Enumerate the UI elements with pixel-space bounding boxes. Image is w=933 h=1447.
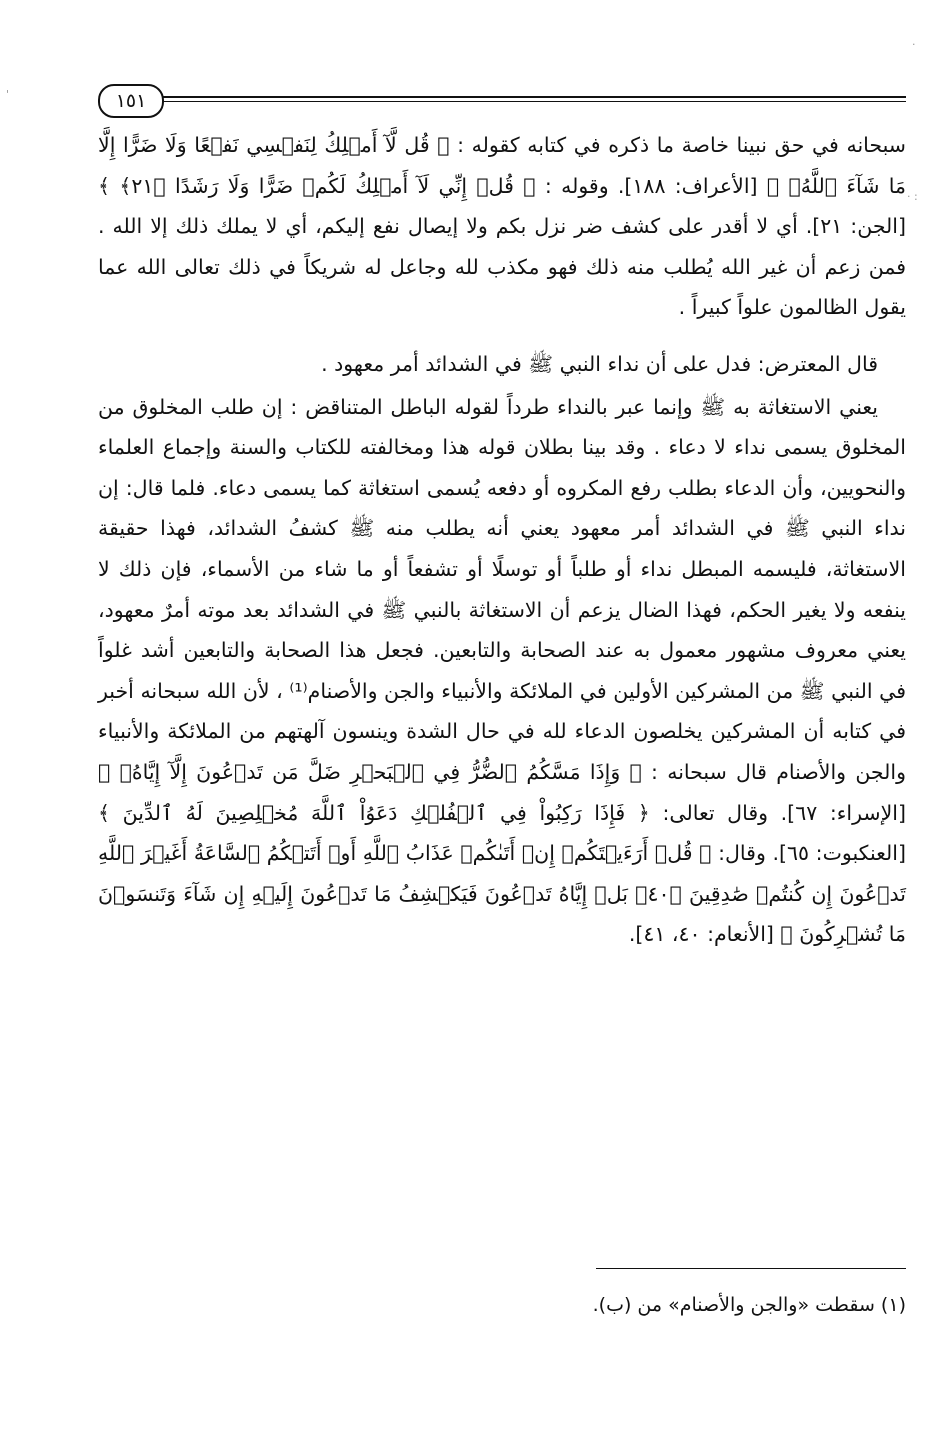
paragraph: يعني الاستغاثة به ﷺ وإنما عبر بالنداء طرداً لقوله الباطل المتناقض : إن طلب المخلوق من المخلوق يسمى نداء لا دعاء . وقد بينا بطلان قوله هذا ومخالفته للكتاب والسنة وإجماع العلماء والنحويين، وأن الدعاء بطلب رفع المكروه أو دفعه يُسمى استغاثة كما يسمى دعاء. فلما قال: إن نداء النبي ﷺ في الشدائد أمر معهود يعني أنه يطلب منه ﷺ كشفُ الشدائد، فهذا حقيقة الاستغاثة، فليسمه المبطل نداء أو طلباً أو توسلًا أو تشفعاً أو ما شاء من الأسماء، فإن ذلك لا ينفعه ولا يغير الحكم، فهذا الضال يزعم أن الاستغاثة بالنبي ﷺ في الشدائد بعد موته أمرٌ معهود، يعني معروف مشهور معمول به عند الصحابة والتابعين. فجعل هذا الصحابة والتابعين أشد غلواً في النبي ﷺ من المشركين الأولين في الملائكة والأنبياء والجن والأصنام⁽¹⁾ ، لأن الله سبحانه أخبر في كتابه أن المشركين يخلصون الدعاء لله في حال الشدة وينسون آلهتهم من الملائكة والأنبياء والجن والأصنام قال سبحانه : ﴿ وَإِذَا مَسَّكُمُ ٱلضُّرُّ فِي ٱلۡبَحۡرِ ضَلَّ مَن تَدۡعُونَ إِلَّآ إِيَّاهُۖ ﴾ [الإسراء: ٦٧]. وقال تعالى: ﴿ فَإِذَا رَكِبُواْ فِي ٱلۡفُلۡكِ دَعَوُاْ ٱللَّهَ مُخۡلِصِينَ لَهُ ٱلدِّينَ ﴾ [العنكبوت: ٦٥]. وقال: ﴿ قُلۡ أَرَءَيۡتَكُمۡ إِنۡ أَتَىٰكُمۡ عَذَابُ ٱللَّهِ أَوۡ أَتَتۡكُمُ ٱلسَّاعَةُ أَغَيۡرَ ٱللَّهِ تَدۡعُونَ إِن كُنتُمۡ صَٰدِقِينَ ﴿٤٠﴾ بَلۡ إِيَّاهُ تَدۡعُونَ فَيَكۡشِفُ مَا تَدۡعُونَ إِلَيۡهِ إِن شَآءَ وَتَنسَوۡنَ مَا تُشۡرِكُونَ ﴾ [الأنعام: ٤٠، ٤١]. xyxy=(98,394,906,947)
footnote-divider xyxy=(596,1268,906,1269)
page-header xyxy=(98,84,906,118)
main-text xyxy=(98,125,906,955)
margin-mark: · xyxy=(912,38,916,51)
header-rule xyxy=(158,96,906,102)
margin-mark: : · xyxy=(907,190,918,203)
footnote: (١) سقطت «والجن والأصنام» من (ب). xyxy=(592,1294,906,1316)
margin-mark: ' xyxy=(6,88,10,101)
page-number: ١٥١ xyxy=(98,84,164,118)
paragraph: قال المعترض: فدل على أن نداء النبي ﷺ في الشدائد أمر معهود . xyxy=(321,351,878,376)
paragraph: سبحانه في حق نبينا خاصة ما ذكره في كتابه كقوله : ﴿ قُل لَّآ أَمۡلِكُ لِنَفۡسِي نَفۡعًا وَلَا ضَرًّا إِلَّا مَا شَآءَ ٱللَّهُۚ ﴾ [الأعراف: ١٨٨]. وقوله : ﴿ قُلۡ إِنِّي لَآ أَمۡلِكُ لَكُمۡ ضَرًّا وَلَا رَشَدًا ﴿٢١﴾ ﴾ [الجن: ٢١]. أي لا أقدر على كشف ضر نزل بكم ولا إيصال نفع إليكم، أي لا يملك ذلك إلا الله . فمن زعم أن غير الله يُطلب منه ذلك فهو مكذب لله وجاعل له شريكاً في ذلك تعالى الله عما يقول الظالمون علواً كبيراً . xyxy=(98,133,906,320)
